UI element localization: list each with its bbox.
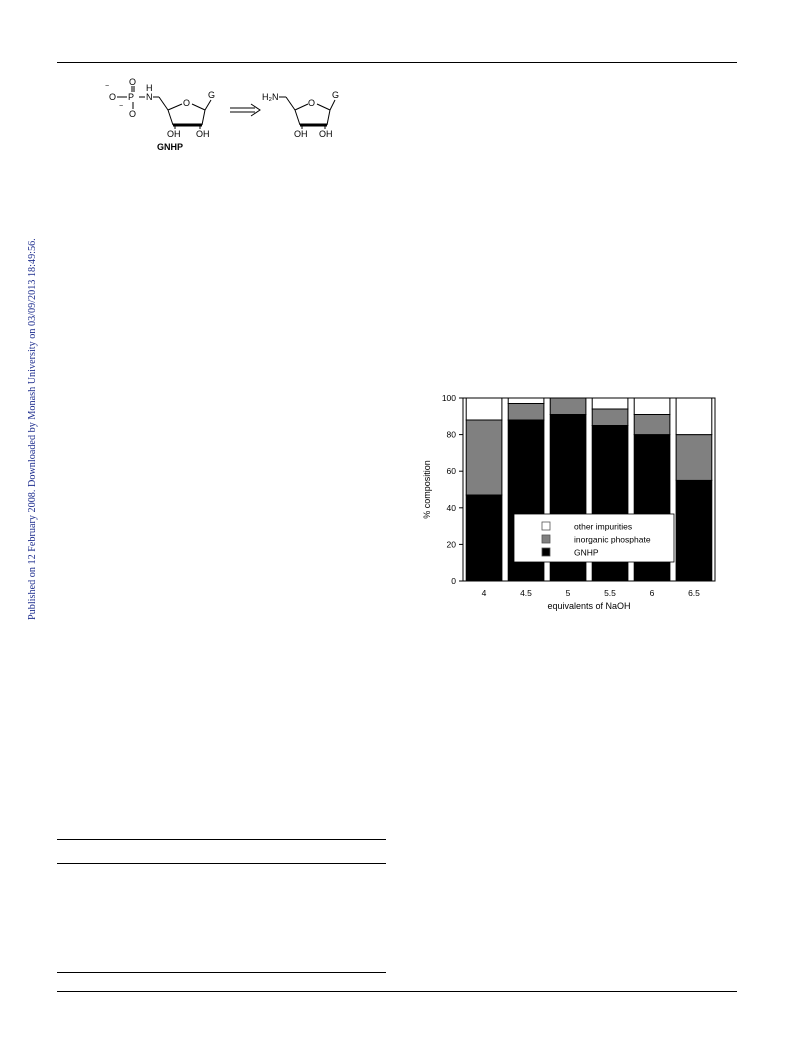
legend-swatch-GNHP [542,548,550,556]
ch2-c4-bond-product [286,97,295,110]
bar-other-impurities-4 [466,398,502,420]
footer-rule [57,991,737,992]
legend-label-other-impurities: other impurities [574,521,633,532]
p-label: P [128,92,135,102]
bar-other-impurities-6 [634,398,670,415]
bar-GNHP-4 [466,495,502,581]
c1-base-bond-product [330,100,335,110]
x-tick-label-6.5: 6.5 [688,588,700,598]
y-tick-label-100: 100 [441,393,456,403]
ring-bond-o-c1 [192,104,205,110]
ring-bond-o-c1-product [317,104,330,110]
bar-inorganic-phosphate-6.5 [676,435,712,481]
bar-other-impurities-5.5 [592,398,628,409]
o-top-label: O [129,77,137,87]
y-tick-label-40: 40 [446,502,456,513]
n-label: N [146,92,153,102]
reaction-scheme [105,77,365,162]
base-g-label-product: G [332,90,340,100]
ring-bond-c4-c3 [168,110,173,125]
ring-o-label: O [183,98,191,108]
legend-swatch-inorganic-phosphate [542,535,550,543]
o-left-label: O [109,92,117,102]
bar-inorganic-phosphate-4.5 [508,404,544,421]
ring-bond-c4-c3-product [295,110,300,125]
y-axis [442,393,463,586]
table-rule-bottom [57,972,386,973]
c1-base-bond [205,100,211,110]
x-axis [482,588,701,598]
chart-svg [408,385,728,620]
bar-inorganic-phosphate-5 [550,398,586,415]
ring-bond-c4-o-product [295,104,308,110]
h-label: H [146,83,153,93]
x-tick-label-5.5: 5.5 [604,588,616,598]
oh-label-2: OH [196,129,210,139]
base-g-label: G [208,90,216,100]
amine-label: H₂N [262,92,279,102]
oh-label-1: OH [167,129,181,139]
y-tick-label-80: 80 [446,429,456,440]
composition-chart [408,385,728,620]
y-tick-label-20: 20 [446,539,456,550]
bar-inorganic-phosphate-4 [466,420,502,495]
charge-bottom: − [119,103,124,110]
x-axis-title: equivalents of NaOH [547,601,631,611]
o-bottom-label: O [129,109,137,119]
bar-other-impurities-6.5 [676,398,712,435]
ring-bond-c1-c2-product [327,110,330,125]
publication-note: Published on 12 February 2008. Downloaded by Monash University on 03/09/2013 18:49:56. [27,238,38,620]
ring-o-label-product: O [308,98,316,108]
legend-label-inorganic-phosphate: inorganic phosphate [574,534,651,545]
table-rule-middle [57,863,386,864]
download-sidebar [13,225,38,625]
ring-bond-c1-c2 [202,110,205,125]
x-tick-label-5: 5 [565,588,571,598]
x-tick-label-6: 6 [649,588,655,598]
x-tick-label-4.5: 4.5 [520,588,532,598]
charge-left: − [105,83,110,90]
table-rule-top [57,839,386,840]
arrow-head [251,104,260,116]
ring-bond-c4-o [168,104,182,110]
bar-other-impurities-4.5 [508,398,544,404]
y-axis-title: % composition [422,460,432,519]
legend-label-GNHP: GNHP [574,547,599,558]
header-rule [57,62,737,63]
ch2-c4-bond [159,97,168,110]
oh-label-2-product: OH [319,129,333,139]
y-tick-label-0: 0 [451,576,456,586]
bar-inorganic-phosphate-5.5 [592,409,628,426]
legend-swatch-other-impurities [542,522,550,530]
bar-GNHP-6.5 [676,480,712,581]
legend [514,514,674,562]
x-tick-label-4: 4 [481,588,487,598]
bar-inorganic-phosphate-6 [634,415,670,435]
gnhp-label: GNHP [157,142,184,152]
scheme-drawing [105,77,365,162]
oh-label-1-product: OH [294,129,308,139]
y-tick-label-60: 60 [446,466,456,477]
